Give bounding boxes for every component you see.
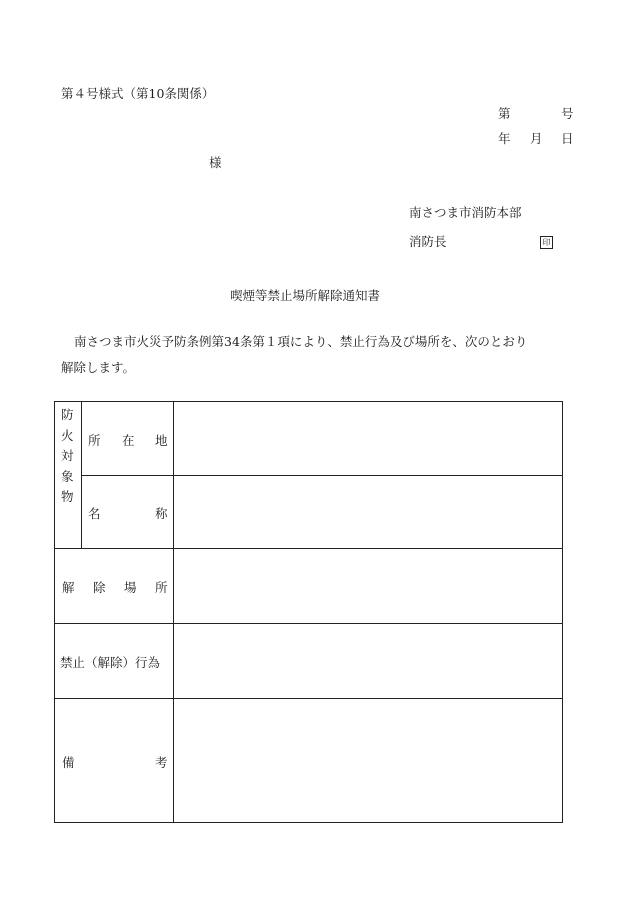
col-divider: [81, 402, 82, 548]
label-remarks: 備 考: [62, 755, 168, 770]
document-title: 喫煙等禁止場所解除通知書: [230, 288, 381, 303]
sender-title: 消防長: [409, 234, 447, 249]
location-value-field[interactable]: [174, 403, 562, 474]
date-year: 年: [498, 131, 511, 146]
body-line-1: 南さつま市火災予防条例第34条第１項により、禁止行為及び場所を、次のとおり: [74, 334, 528, 349]
label-name: 名 称: [88, 506, 168, 521]
label-location: 所 在 地: [88, 433, 168, 448]
group-label-fire-object: 防 火 対 象 物: [61, 407, 74, 504]
date-day: 日: [561, 131, 574, 146]
prohibited-act-value-field[interactable]: [174, 624, 562, 697]
seal-mark: [540, 233, 553, 249]
form-number: 第４号様式（第10条関係）: [61, 86, 215, 101]
label-release-place: 解 除 場 所: [62, 580, 168, 595]
date-month: 月: [530, 131, 543, 146]
name-value-field[interactable]: [174, 476, 562, 547]
doc-number-dai: 第: [498, 106, 511, 121]
release-place-value-field[interactable]: [174, 549, 562, 622]
sender-org: 南さつま市消防本部: [409, 205, 522, 220]
seal-glyph: 印: [540, 236, 553, 249]
form-table: [54, 401, 563, 823]
label-prohibited-act: 禁止（解除）行為: [60, 655, 161, 670]
body-line-2: 解除します。: [61, 360, 136, 375]
doc-number-go: 号: [561, 106, 574, 121]
remarks-value-field[interactable]: [174, 699, 562, 822]
addressee-sama: 様: [209, 155, 222, 170]
